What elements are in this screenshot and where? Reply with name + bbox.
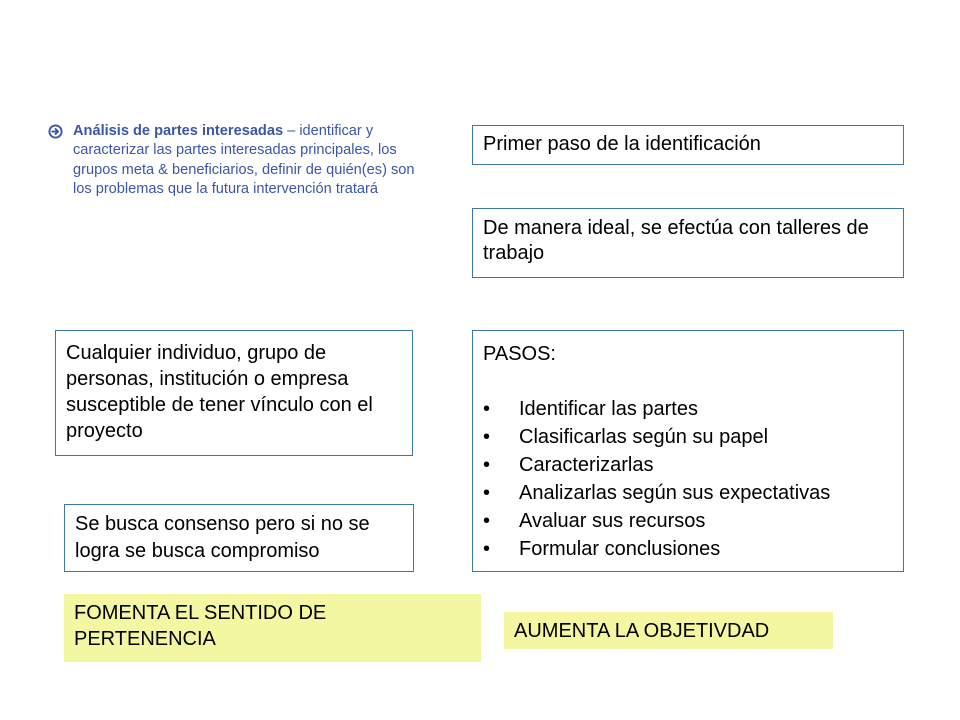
first-step-box: Primer paso de la identificación	[472, 125, 904, 165]
consensus-box: Se busca consenso pero si no se logra se busca compromiso	[64, 504, 414, 572]
intro-lead: Análisis de partes interesadas	[73, 123, 284, 139]
stakeholder-definition-box: Cualquier individuo, grupo de personas, institución o empresa susceptible de tener vínculo con el proyecto	[55, 330, 413, 456]
step-item: • Avaluar sus recursos	[483, 507, 893, 535]
steps-title: PASOS:	[483, 343, 556, 365]
arrow-circle-right-icon	[48, 124, 63, 139]
step-item: • Formular conclusiones	[483, 535, 893, 563]
step-item: • Identificar las partes	[483, 395, 893, 423]
intro-rest: – identificar y caracterizar las partes interesadas principales, los grupos meta & beneficiarios, definir de quién(es) son los problemas que la futura intervención tratará	[73, 123, 415, 198]
intro-text	[73, 122, 433, 200]
step-item: • Caracterizarlas	[483, 451, 893, 479]
steps-list	[483, 395, 893, 563]
steps-box	[472, 330, 904, 572]
step-item: • Clasificarlas según su papel	[483, 423, 893, 451]
objectivity-highlight: AUMENTA LA OBJETIVDAD	[504, 612, 833, 649]
belonging-highlight: FOMENTA EL SENTIDO DE PERTENENCIA	[64, 594, 481, 662]
ideal-workshop-box: De manera ideal, se efectúa con talleres de trabajo	[472, 208, 904, 278]
step-item: • Analizarlas según sus expectativas	[483, 479, 893, 507]
intro-bullet	[48, 122, 433, 200]
